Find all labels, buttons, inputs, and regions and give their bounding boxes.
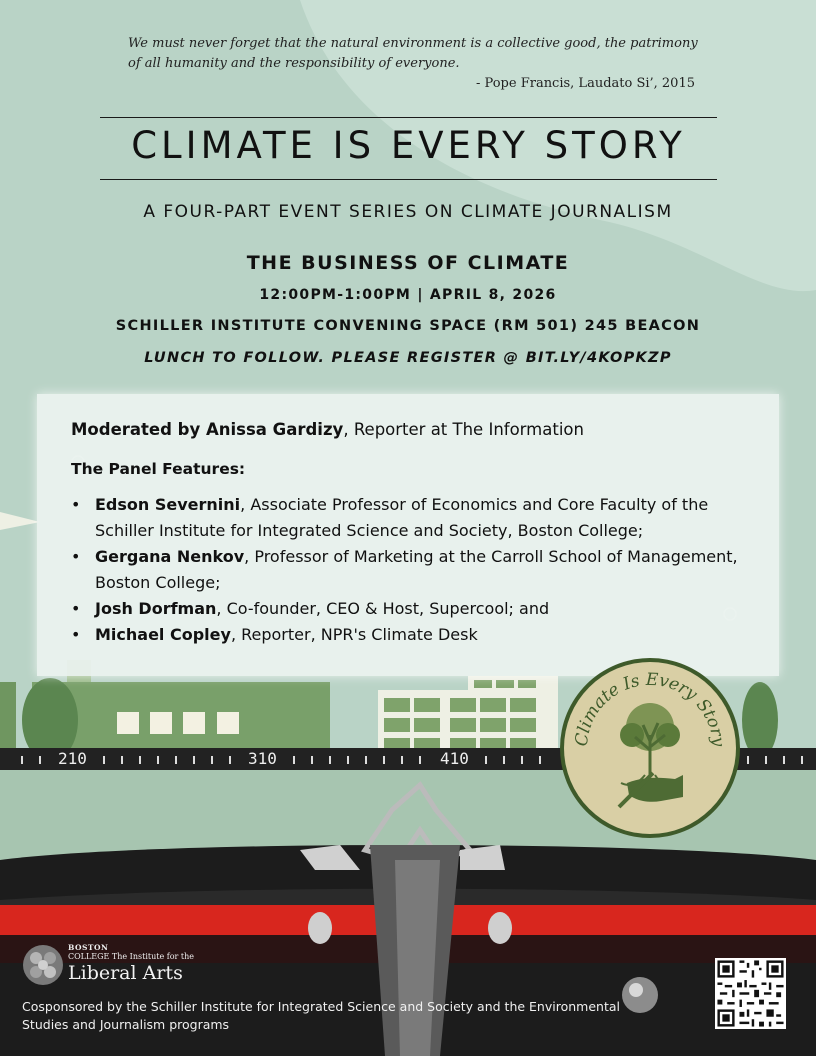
qr-code[interactable]	[715, 958, 786, 1029]
panelist-desc: , Reporter, NPR's Climate Desk	[230, 625, 478, 644]
moderator-prefix: Moderated by	[71, 420, 206, 439]
panel-features-label: The Panel Features:	[71, 460, 246, 478]
scale-label-310: 310	[248, 749, 277, 768]
badge-text: Climate Is Every Story	[571, 669, 729, 748]
series-subtitle: A FOUR-PART EVENT SERIES ON CLIMATE JOURNALISM	[143, 202, 673, 222]
panelist-desc: , Associate Professor of Economics and Core Faculty of the Schiller Institute for Integrated Science and Society, Boston College;	[95, 495, 709, 540]
moderator-line	[71, 420, 584, 439]
scale-label-410: 410	[440, 749, 469, 768]
list-item	[71, 544, 761, 596]
list-item	[71, 622, 761, 648]
list-item	[71, 596, 761, 622]
panelist-desc: , Co-founder, CEO & Host, Supercool; and	[216, 599, 550, 618]
quote-text: We must never forget that the natural environment is a collective good, the patrimony of all humanity and the responsibility of everyone.	[128, 36, 698, 71]
panelist-name: Gergana Nenkov	[95, 547, 245, 566]
quote-attribution: - Pope Francis, Laudato Si’, 2015	[475, 76, 695, 91]
title-rule-bottom	[100, 179, 717, 180]
logo-mark-icon	[22, 944, 64, 986]
panelist-name: Josh Dorfman	[95, 599, 217, 618]
title-rule-top	[100, 117, 717, 118]
event-time: 12:00PM-1:00PM | APRIL 8, 2026	[259, 287, 557, 303]
page-title: CLIMATE IS EVERY STORY	[131, 124, 686, 167]
climate-story-badge	[557, 655, 743, 841]
panelist-name: Michael Copley	[95, 625, 231, 644]
event-registration: LUNCH TO FOLLOW. PLEASE REGISTER @ BIT.LY/4KOPKZP	[144, 350, 672, 366]
logo-liberal-arts: Liberal Arts	[68, 962, 183, 984]
list-item	[71, 492, 761, 544]
panelist-name: Edson Severnini	[95, 495, 241, 514]
event-title: THE BUSINESS OF CLIMATE	[246, 252, 570, 274]
scale-label-210: 210	[58, 749, 87, 768]
moderator-name: Anissa Gardizy	[205, 420, 344, 439]
panel-info-box	[37, 394, 779, 676]
moderator-role: , Reporter at The Information	[343, 420, 584, 439]
panelist-desc: , Professor of Marketing at the Carroll School of Management, Boston College;	[95, 547, 738, 592]
panelist-list	[71, 492, 761, 648]
bc-liberal-arts-logo	[22, 942, 222, 992]
logo-college: COLLEGE The Institute for the	[68, 952, 194, 961]
event-location: SCHILLER INSTITUTE CONVENING SPACE (RM 501) 245 BEACON	[115, 318, 701, 334]
logo-boston: BOSTON	[68, 943, 109, 952]
cosponsor-text: Cosponsored by the Schiller Institute for Integrated Science and Society and the Environmental Studies and Journalism programs	[22, 999, 620, 1032]
